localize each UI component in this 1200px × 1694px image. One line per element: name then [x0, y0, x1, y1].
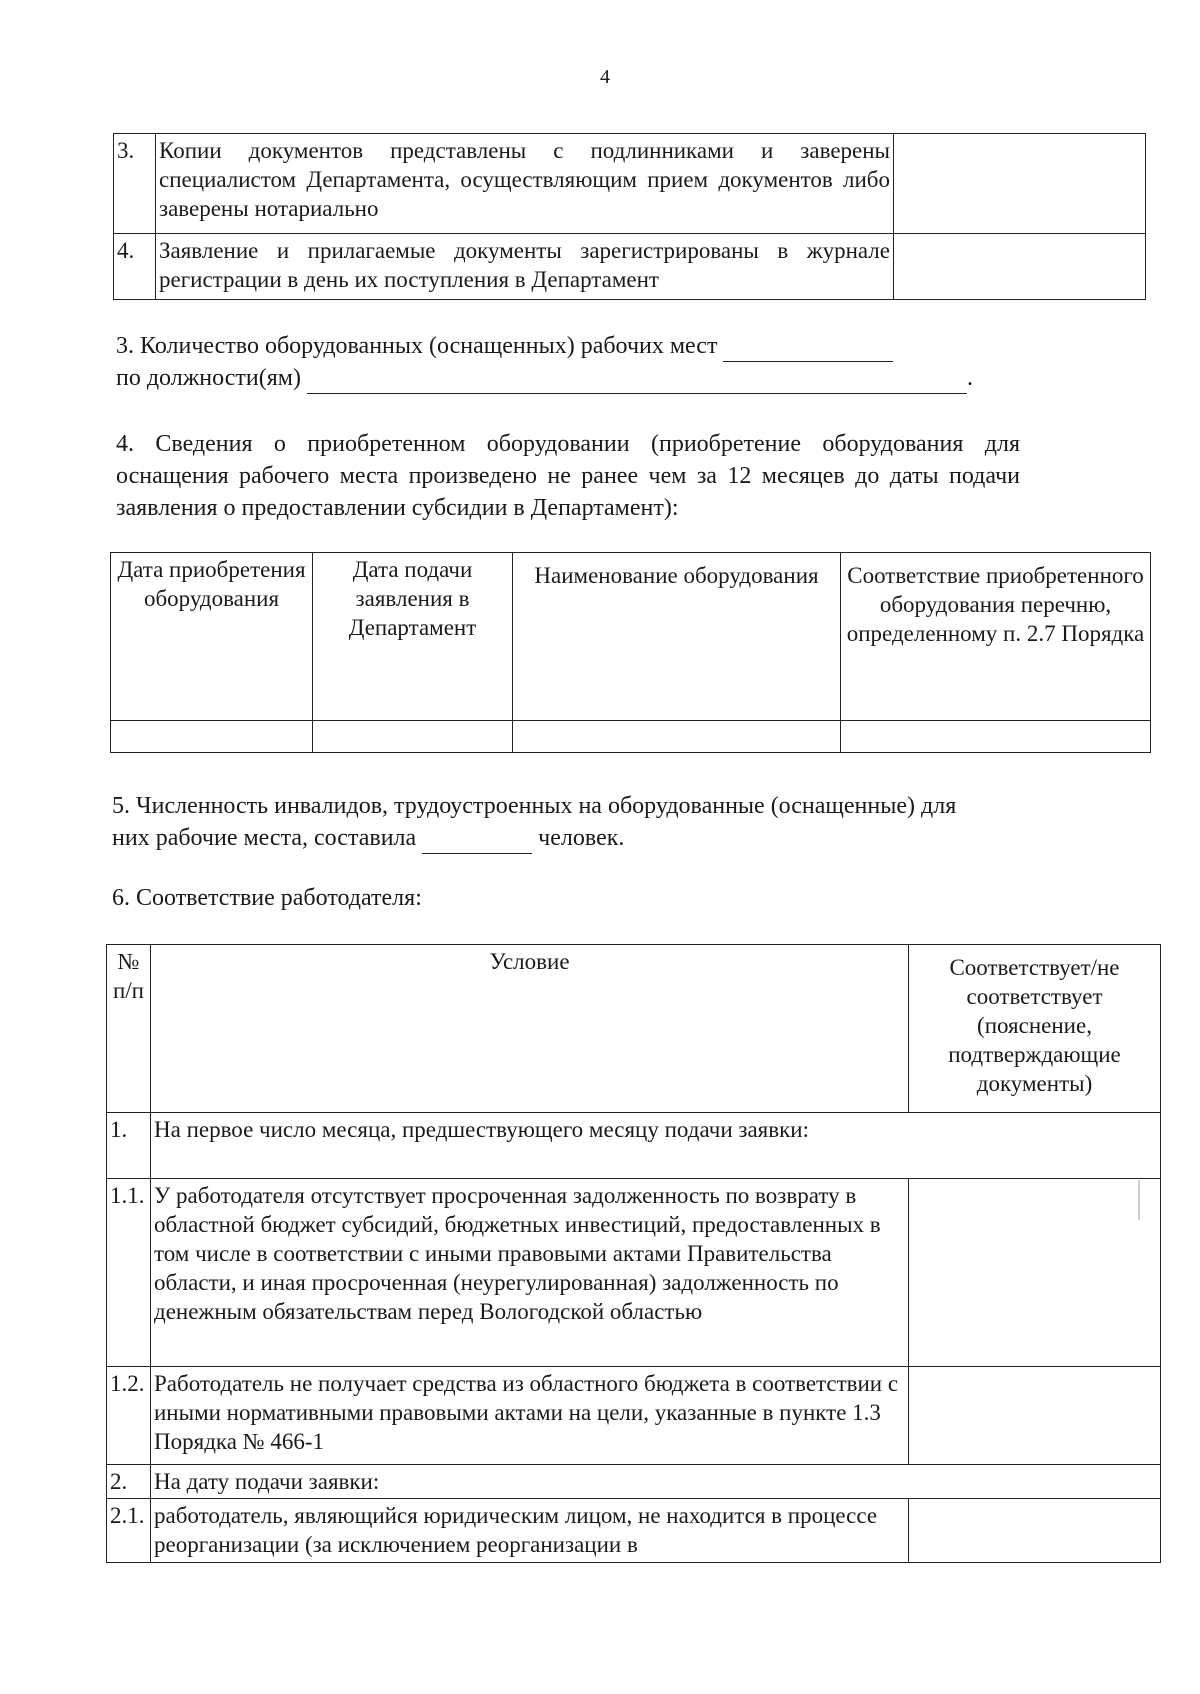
row-value: [894, 134, 1146, 234]
row-number: 4.: [114, 234, 156, 300]
employer-table: [106, 944, 1161, 1563]
section-5-line1: 5. Численность инвалидов, трудоустроенных на оборудованные (оснащенные) для: [112, 793, 957, 819]
header-purchase-date: Дата приобретения оборудования: [111, 553, 313, 721]
row-status[interactable]: [909, 1499, 1161, 1563]
top-table: [113, 133, 1146, 300]
row-number: 1.2.: [107, 1367, 151, 1465]
section-3-line1: 3. Количество оборудованных (оснащенных) рабочих мест: [116, 333, 718, 359]
section-4: 4. Сведения о приобретенном оборудовании (приобретение оборудования для оснащения рабочего места произведено не ранее чем за 12 месяцев до даты подачи заявления о предоставлении субсидии в Департамент):: [116, 431, 1020, 521]
row-text: У работодателя отсутствует просроченная задолженность по возврату в областной бюджет субсидий, бюджетных инвестиций, предоставленных в том числе в соответствии с иными правовыми актами Правительства области, и иная просроченная (неурегулированная) задолженность по денежным обязательствам перед Вологодской областью: [151, 1179, 909, 1367]
row-number: 1.1.: [107, 1179, 151, 1367]
section-3: [116, 330, 1036, 394]
table-row: [107, 1367, 1161, 1465]
table-row: [107, 1113, 1161, 1179]
table-row: [114, 234, 1146, 300]
scan-artifact-line: [1138, 1180, 1140, 1220]
header-equipment-name: Наименование оборудования: [513, 553, 841, 721]
row-text: Заявление и прилагаемые документы зарегистрированы в журнале регистрации в день их поступления в Департамент: [156, 234, 894, 300]
row-status[interactable]: [909, 1367, 1161, 1465]
workplaces-count-blank[interactable]: [723, 335, 893, 362]
section-3-line2: по должности(ям): [116, 365, 301, 391]
row-number: 2.: [107, 1465, 151, 1499]
row-number: 2.1.: [107, 1499, 151, 1563]
period: .: [966, 365, 973, 391]
cell-equipment-name[interactable]: [513, 721, 841, 753]
row-text: Работодатель не получает средства из областного бюджета в соответствии с иными нормативными правовыми актами на цели, указанные в пункте 1.3 Порядка № 466-1: [151, 1367, 909, 1465]
positions-blank[interactable]: [307, 367, 967, 394]
header-compliance: Соответствие приобретенного оборудования перечню, определенному п. 2.7 Порядка: [841, 553, 1151, 721]
header-condition: Условие: [151, 945, 909, 1113]
table-row: [111, 721, 1151, 753]
section-5-line2-end: человек.: [538, 825, 625, 851]
row-number: 3.: [114, 134, 156, 234]
row-text: Копии документов представлены с подлинниками и заверены специалистом Департамента, осуществляющим прием документов либо заверены нотариально: [156, 134, 894, 234]
row-value: [894, 234, 1146, 300]
table-header-row: [111, 553, 1151, 721]
table-row: [107, 1179, 1161, 1367]
table-header-row: [107, 945, 1161, 1113]
cell-compliance[interactable]: [841, 721, 1151, 753]
equipment-table: [110, 552, 1151, 753]
disabled-count-blank[interactable]: [422, 827, 532, 854]
table-row: [107, 1499, 1161, 1563]
table-row: [107, 1465, 1161, 1499]
section-5-line2-start: них рабочие места, составила: [112, 825, 417, 851]
row-text: На первое число месяца, предшествующего месяцу подачи заявки:: [151, 1113, 1161, 1179]
table-row: [114, 134, 1146, 234]
header-status: Соответствует/не соответствует (пояснение, подтверждающие документы): [909, 945, 1161, 1113]
header-application-date: Дата подачи заявления в Департамент: [313, 553, 513, 721]
header-num: № п/п: [107, 945, 151, 1113]
section-6-title: 6. Соответствие работодателя:: [112, 885, 422, 911]
section-5: [112, 790, 1132, 854]
cell-application-date[interactable]: [313, 721, 513, 753]
row-status[interactable]: [909, 1179, 1161, 1367]
row-text: На дату подачи заявки:: [151, 1465, 1161, 1499]
page-number: 4: [600, 66, 610, 88]
row-text: работодатель, являющийся юридическим лицом, не находится в процессе реорганизации (за исключением реорганизации в: [151, 1499, 909, 1563]
row-number: 1.: [107, 1113, 151, 1179]
cell-purchase-date[interactable]: [111, 721, 313, 753]
